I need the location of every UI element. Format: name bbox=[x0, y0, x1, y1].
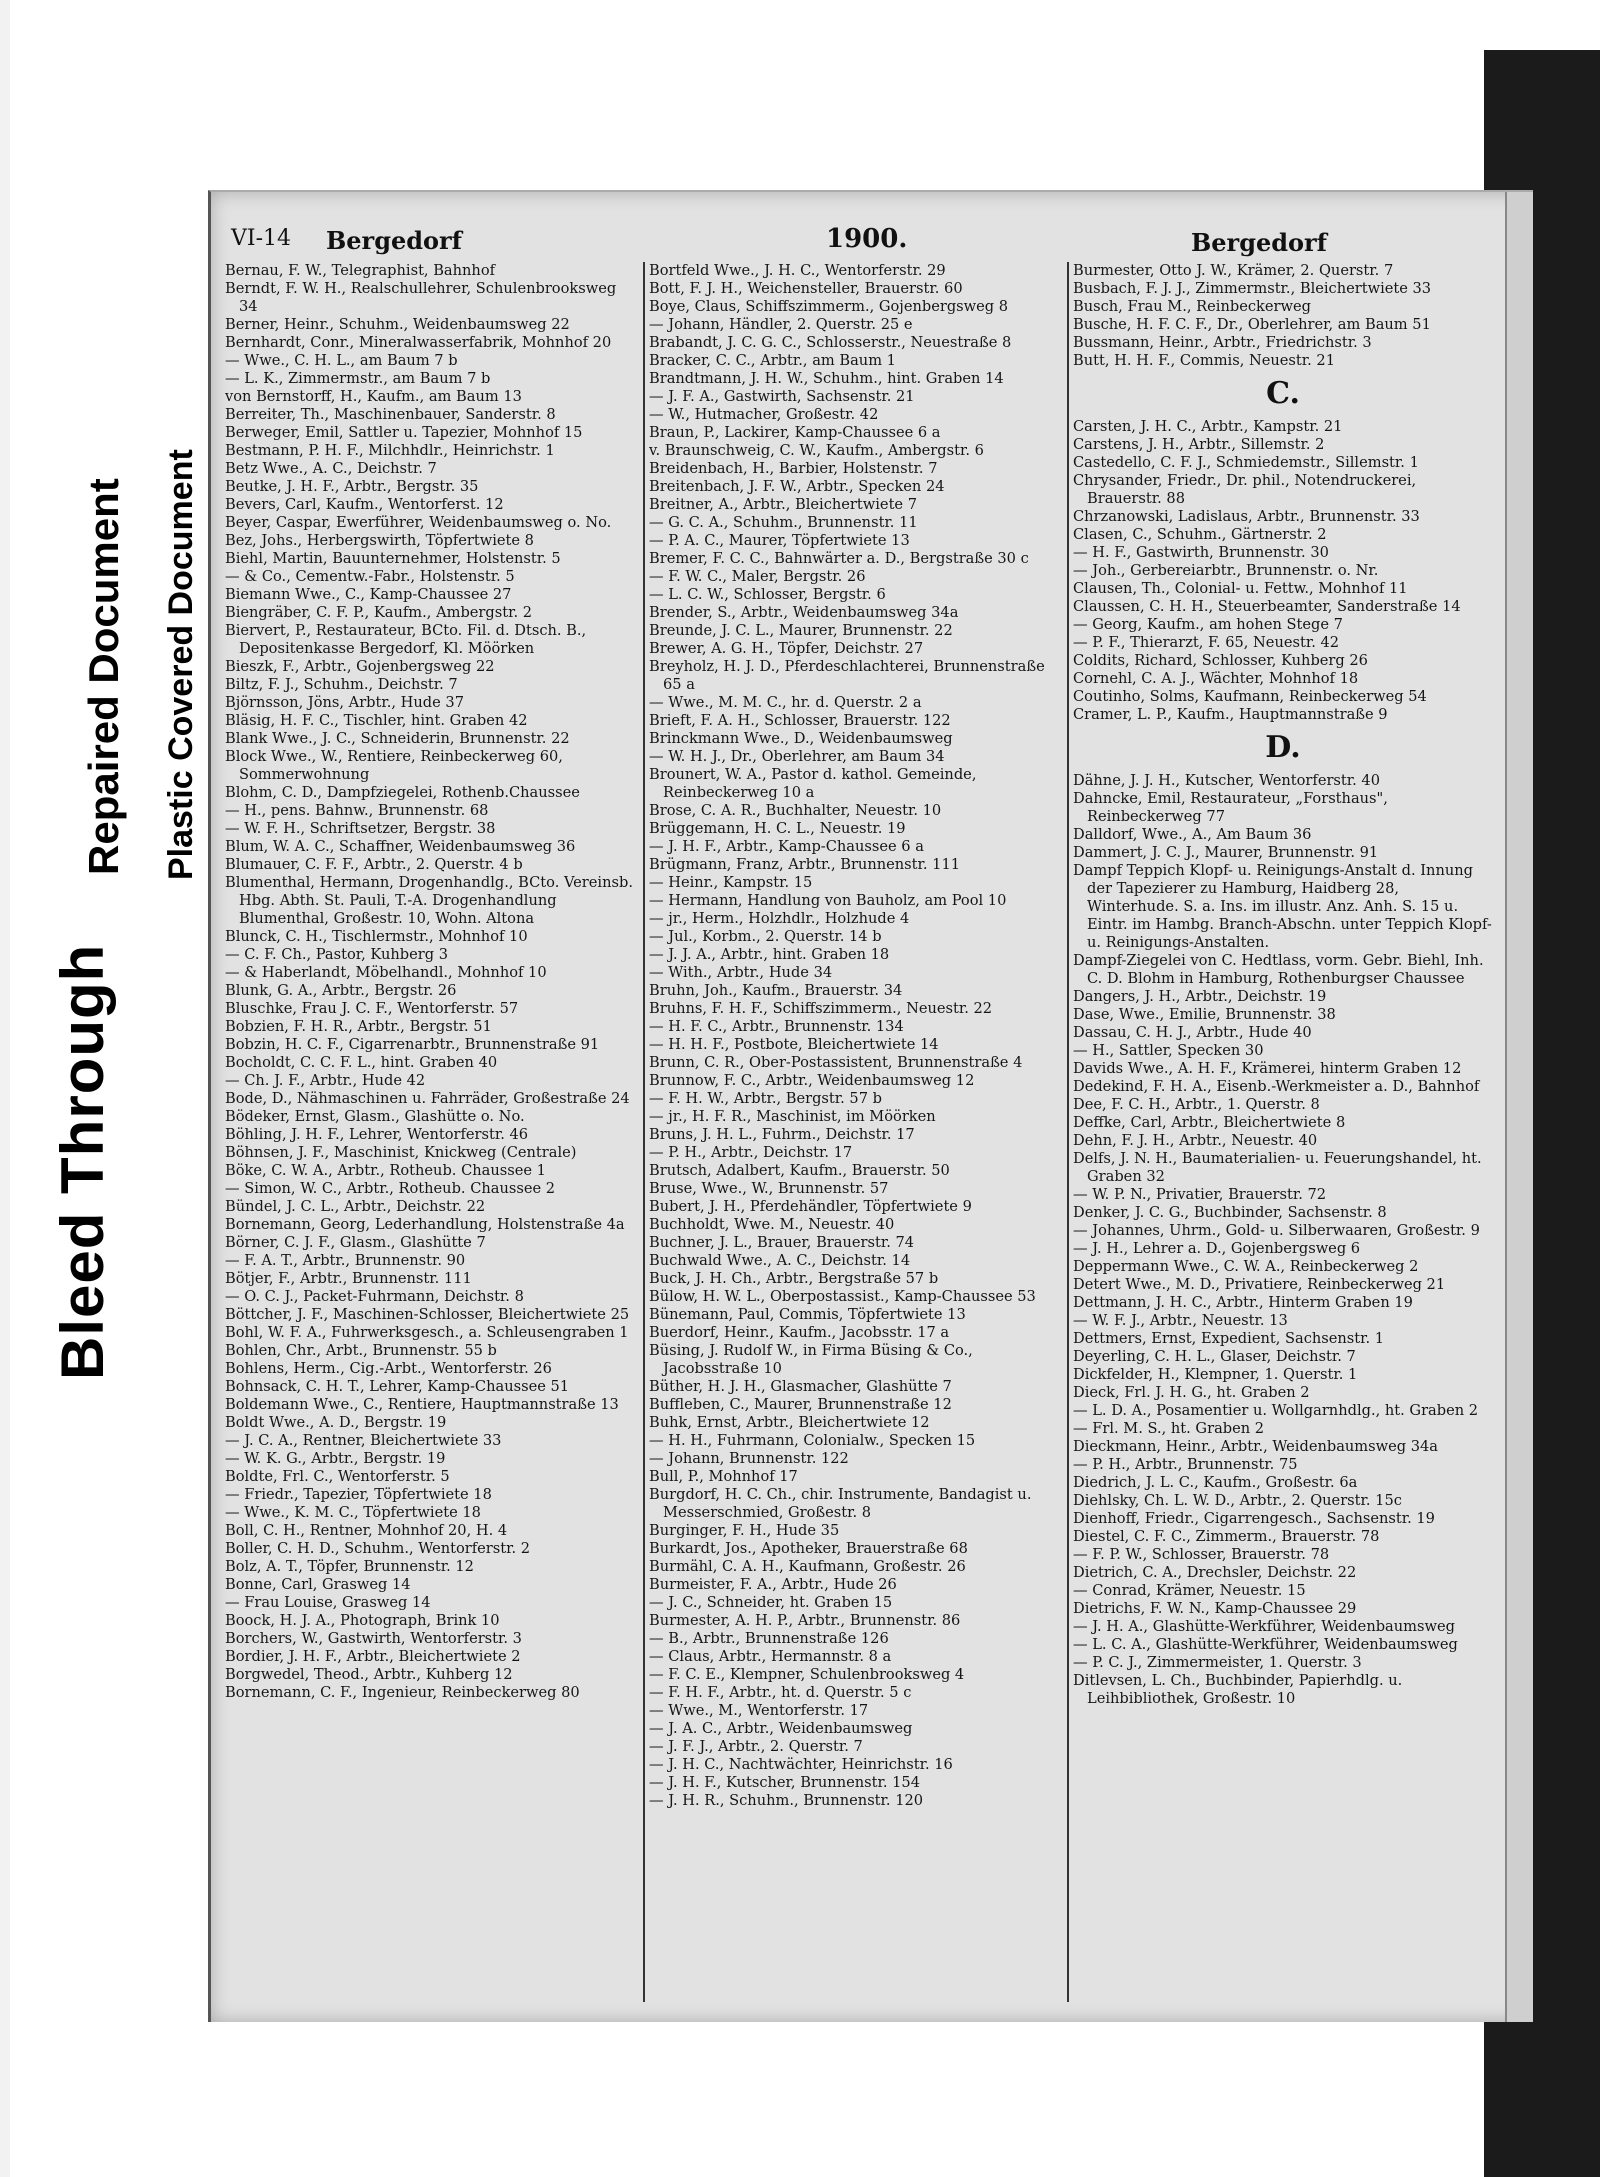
directory-entry: — J. C., Schneider, ht. Graben 15 bbox=[649, 1594, 893, 1611]
directory-entry: — J. H. R., Schuhm., Brunnenstr. 120 bbox=[649, 1792, 924, 1809]
directory-entry: Bohl, W. F. A., Fuhrwerksgesch., a. Schleusengraben 1 bbox=[225, 1324, 629, 1341]
directory-entry: Brieft, F. A. H., Schlosser, Brauerstr. 122 bbox=[649, 712, 951, 729]
directory-entry: Brunn, C. R., Ober-Postassistent, Brunnenstraße 4 bbox=[649, 1054, 1023, 1071]
directory-entry: Beutke, J. H. F., Arbtr., Bergstr. 35 bbox=[225, 478, 479, 495]
directory-entry: — Joh., Gerbereiarbtr., Brunnenstr. o. Nr. bbox=[1073, 562, 1379, 579]
directory-entry: Dampf-Ziegelei von C. Hedtlass, vorm. Gebr. Biehl, Inh. C. D. Blohm in Hamburg, Rothenburgser Chaussee bbox=[1073, 952, 1484, 987]
directory-entry: — jr., Herm., Holzhdlr., Holzhude 4 bbox=[649, 910, 910, 927]
directory-entry: — Jul., Korbm., 2. Querstr. 14 b bbox=[649, 928, 882, 945]
directory-entry: Buchholdt, Wwe. M., Neuestr. 40 bbox=[649, 1216, 895, 1233]
directory-entry: Boldemann Wwe., C., Rentiere, Hauptmannstraße 13 bbox=[225, 1396, 619, 1413]
column-2 bbox=[649, 262, 1063, 2002]
directory-entry: Burmähl, C. A. H., Kaufmann, Großestr. 26 bbox=[649, 1558, 966, 1575]
directory-entry: Bolz, A. T., Töpfer, Brunnenstr. 12 bbox=[225, 1558, 474, 1575]
directory-entry: Dettmers, Ernst, Expedient, Sachsenstr. 1 bbox=[1073, 1330, 1385, 1347]
header-left-title: Bergedorf bbox=[326, 226, 463, 255]
directory-entry: Chrzanowski, Ladislaus, Arbtr., Brunnenstr. 33 bbox=[1073, 508, 1420, 525]
column-rule bbox=[643, 262, 645, 2002]
directory-entry: Betz Wwe., A. C., Deichstr. 7 bbox=[225, 460, 437, 477]
directory-entry: — Ch. J. F., Arbtr., Hude 42 bbox=[225, 1072, 426, 1089]
directory-entry: Dahncke, Emil, Restaurateur, „Forsthaus", Reinbeckerweg 77 bbox=[1073, 790, 1388, 825]
directory-entry: Burmester, Otto J. W., Krämer, 2. Querstr. 7 bbox=[1073, 262, 1394, 279]
directory-entry: Bündel, J. C. L., Arbtr., Deichstr. 22 bbox=[225, 1198, 486, 1215]
directory-entry: Buhk, Ernst, Arbtr., Bleichertwiete 12 bbox=[649, 1414, 930, 1431]
directory-entry: Bernhardt, Conr., Mineralwasserfabrik, Mohnhof 20 bbox=[225, 334, 612, 351]
directory-entry: Boye, Claus, Schiffszimmerm., Gojenbergsweg 8 bbox=[649, 298, 1009, 315]
directory-entry: — P. H., Arbtr., Brunnenstr. 75 bbox=[1073, 1456, 1298, 1473]
page-edge bbox=[1505, 192, 1533, 2022]
directory-entry: — Heinr., Kampstr. 15 bbox=[649, 874, 813, 891]
directory-entry: — Georg, Kaufm., am hohen Stege 7 bbox=[1073, 616, 1343, 633]
directory-entry: — W. F. J., Arbtr., Neuestr. 13 bbox=[1073, 1312, 1288, 1329]
directory-entry: v. Braunschweig, C. W., Kaufm., Ambergstr. 6 bbox=[649, 442, 984, 459]
directory-entry: — H., pens. Bahnw., Brunnenstr. 68 bbox=[225, 802, 489, 819]
page-fold-shadow bbox=[0, 0, 10, 2177]
directory-entry: Ditlevsen, L. Ch., Buchbinder, Papierhdlg. u. Leihbibliothek, Großestr. 10 bbox=[1073, 1672, 1403, 1707]
directory-entry: — J. H. F., Kutscher, Brunnenstr. 154 bbox=[649, 1774, 920, 1791]
directory-entry: Dieck, Frl. J. H. G., ht. Graben 2 bbox=[1073, 1384, 1310, 1401]
directory-entry: — F. H. W., Arbtr., Bergstr. 57 b bbox=[649, 1090, 882, 1107]
directory-entry: — F. A. T., Arbtr., Brunnenstr. 90 bbox=[225, 1252, 466, 1269]
directory-entry: Böke, C. W. A., Arbtr., Rotheub. Chaussee 1 bbox=[225, 1162, 546, 1179]
directory-entry: Borchers, W., Gastwirth, Wentorferstr. 3 bbox=[225, 1630, 522, 1647]
directory-entry: Brounert, W. A., Pastor d. kathol. Gemeinde, Reinbeckerweg 10 a bbox=[649, 766, 977, 801]
directory-entry: Detert Wwe., M. D., Privatiere, Reinbeckerweg 21 bbox=[1073, 1276, 1446, 1293]
directory-entry: Brose, C. A. R., Buchhalter, Neuestr. 10 bbox=[649, 802, 942, 819]
directory-entry: Bordier, J. H. F., Arbtr., Bleichertwiete 2 bbox=[225, 1648, 521, 1665]
directory-entry: Clausen, Th., Colonial- u. Fettw., Mohnhof 11 bbox=[1073, 580, 1408, 597]
section-letter: C. bbox=[1266, 376, 1300, 411]
directory-entry: Boll, C. H., Rentner, Mohnhof 20, H. 4 bbox=[225, 1522, 508, 1539]
directory-entry: Dettmann, J. H. C., Arbtr., Hinterm Graben 19 bbox=[1073, 1294, 1413, 1311]
directory-entry: Burmeister, F. A., Arbtr., Hude 26 bbox=[649, 1576, 897, 1593]
column-3 bbox=[1073, 262, 1493, 2002]
bleed-through-label: Bleed Through bbox=[49, 943, 116, 1380]
directory-entry: Breidenbach, H., Barbier, Holstenstr. 7 bbox=[649, 460, 938, 477]
directory-entry: Biengräber, C. F. P., Kaufm., Ambergstr. 2 bbox=[225, 604, 533, 621]
directory-entry: Berreiter, Th., Maschinenbauer, Sanderstr. 8 bbox=[225, 406, 556, 423]
directory-entry: Denker, J. C. G., Buchbinder, Sachsenstr. 8 bbox=[1073, 1204, 1387, 1221]
directory-entry: — G. C. A., Schuhm., Brunnenstr. 11 bbox=[649, 514, 918, 531]
directory-entry: Bernau, F. W., Telegraphist, Bahnhof bbox=[225, 262, 496, 279]
directory-entry: Block Wwe., W., Rentiere, Reinbeckerweg 60, Sommerwohnung bbox=[225, 748, 563, 783]
directory-entry: Bode, D., Nähmaschinen u. Fahrräder, Großestraße 24 bbox=[225, 1090, 630, 1107]
directory-entry: Breyholz, H. J. D., Pferdeschlachterei, Brunnenstraße 65 a bbox=[649, 658, 1045, 693]
directory-entry: Brewer, A. G. H., Töpfer, Deichstr. 27 bbox=[649, 640, 924, 657]
directory-entry: Bruhns, F. H. F., Schiffszimmerm., Neuestr. 22 bbox=[649, 1000, 993, 1017]
directory-entry: Bruse, Wwe., W., Brunnenstr. 57 bbox=[649, 1180, 889, 1197]
directory-entry: Bohnsack, C. H. T., Lehrer, Kamp-Chaussee 51 bbox=[225, 1378, 570, 1395]
directory-entry: Büsing, J. Rudolf W., in Firma Büsing & Co., Jacobsstraße 10 bbox=[649, 1342, 973, 1377]
directory-entry: Bocholdt, C. C. F. L., hint. Graben 40 bbox=[225, 1054, 498, 1071]
directory-entry: Dampf Teppich Klopf- u. Reinigungs-Anstalt d. Innung der Tapezierer zu Hamburg, Haidberg 28, Winterhude. S. a. Ins. im illustr. Anz. Anh. S. 15 u. Eintr. im Hambg. Branch-Abschn. unter Teppich Klopf- u. Reinigungs-Anstalten. bbox=[1073, 862, 1492, 951]
directory-entry: Brandtmann, J. H. W., Schuhm., hint. Graben 14 bbox=[649, 370, 1004, 387]
header-year: 1900. bbox=[826, 224, 908, 254]
directory-entry: — J. A. C., Arbtr., Weidenbaumsweg bbox=[649, 1720, 913, 1737]
directory-entry: Bornemann, C. F., Ingenieur, Reinbeckerweg 80 bbox=[225, 1684, 580, 1701]
directory-entry: Brender, S., Arbtr., Weidenbaumsweg 34a bbox=[649, 604, 959, 621]
directory-entry: Dangers, J. H., Arbtr., Deichstr. 19 bbox=[1073, 988, 1327, 1005]
directory-entry: — J. F. J., Arbtr., 2. Querstr. 7 bbox=[649, 1738, 863, 1755]
directory-entry: — H. H. F., Postbote, Bleichertwiete 14 bbox=[649, 1036, 939, 1053]
directory-entry: Blunck, C. H., Tischlermstr., Mohnhof 10 bbox=[225, 928, 528, 945]
directory-entry: Blohm, C. D., Dampfziegelei, Rothenb.Chaussee bbox=[225, 784, 580, 801]
directory-entry: Bruns, J. H. L., Fuhrm., Deichstr. 17 bbox=[649, 1126, 915, 1143]
directory-entry: Dalldorf, Wwe., A., Am Baum 36 bbox=[1073, 826, 1312, 843]
directory-entry: Diedrich, J. L. C., Kaufm., Großestr. 6a bbox=[1073, 1474, 1358, 1491]
directory-entry: — J. H. F., Arbtr., Kamp-Chaussee 6 a bbox=[649, 838, 924, 855]
directory-entry: Bestmann, P. H. F., Milchhdlr., Heinrichstr. 1 bbox=[225, 442, 555, 459]
directory-entry: Bohlens, Herm., Cig.-Arbt., Wentorferstr. 26 bbox=[225, 1360, 552, 1377]
directory-entry: Buchner, J. L., Brauer, Brauerstr. 74 bbox=[649, 1234, 915, 1251]
directory-entry: — L. C. A., Glashütte-Werkführer, Weidenbaumsweg bbox=[1073, 1636, 1458, 1653]
directory-entry: Blum, W. A. C., Schaffner, Weidenbaumsweg 36 bbox=[225, 838, 576, 855]
directory-entry: Delfs, J. N. H., Baumaterialien- u. Feuerungshandel, ht. Graben 32 bbox=[1073, 1150, 1482, 1185]
directory-entry: — C. F. Ch., Pastor, Kuhberg 3 bbox=[225, 946, 449, 963]
directory-entry: Brunnow, F. C., Arbtr., Weidenbaumsweg 12 bbox=[649, 1072, 975, 1089]
directory-entry: Coldits, Richard, Schlosser, Kuhberg 26 bbox=[1073, 652, 1368, 669]
directory-entry: Björnsson, Jöns, Arbtr., Hude 37 bbox=[225, 694, 464, 711]
directory-entry: — L. D. A., Posamentier u. Wollgarnhdlg., ht. Graben 2 bbox=[1073, 1402, 1479, 1419]
directory-entry: Buck, J. H. Ch., Arbtr., Bergstraße 57 b bbox=[649, 1270, 939, 1287]
directory-entry: — Wwe., M. M. C., hr. d. Querstr. 2 a bbox=[649, 694, 922, 711]
directory-entry: Deffke, Carl, Arbtr., Bleichertwiete 8 bbox=[1073, 1114, 1346, 1131]
directory-entry: Dieckmann, Heinr., Arbtr., Weidenbaumsweg 34a bbox=[1073, 1438, 1439, 1455]
directory-entry: Bötjer, F., Arbtr., Brunnenstr. 111 bbox=[225, 1270, 472, 1287]
directory-entry: Busbach, F. J. J., Zimmermstr., Bleichertwiete 33 bbox=[1073, 280, 1432, 297]
page-number: VI-14 bbox=[231, 226, 292, 251]
directory-entry: — Frl. M. S., ht. Graben 2 bbox=[1073, 1420, 1265, 1437]
directory-entry: — H., Sattler, Specken 30 bbox=[1073, 1042, 1264, 1059]
directory-entry: Brutsch, Adalbert, Kaufm., Brauerstr. 50 bbox=[649, 1162, 950, 1179]
directory-entry: Berndt, F. W. H., Realschullehrer, Schulenbrooksweg 34 bbox=[225, 280, 617, 315]
directory-entry: Braun, P., Lackirer, Kamp-Chaussee 6 a bbox=[649, 424, 941, 441]
directory-entry: Bull, P., Mohnhof 17 bbox=[649, 1468, 798, 1485]
directory-entry: Burmester, A. H. P., Arbtr., Brunnenstr. 86 bbox=[649, 1612, 961, 1629]
directory-entry: Dee, F. C. H., Arbtr., 1. Querstr. 8 bbox=[1073, 1096, 1320, 1113]
directory-entry: Dedekind, F. H. A., Eisenb.-Werkmeister a. D., Bahnhof bbox=[1073, 1078, 1480, 1095]
directory-entry: Butt, H. H. F., Commis, Neuestr. 21 bbox=[1073, 352, 1335, 369]
directory-entry: — & Co., Cementw.-Fabr., Holstenstr. 5 bbox=[225, 568, 515, 585]
directory-entry: — Claus, Arbtr., Hermannstr. 8 a bbox=[649, 1648, 892, 1665]
directory-entry: — Simon, W. C., Arbtr., Rotheub. Chaussee 2 bbox=[225, 1180, 556, 1197]
directory-entry: Buffleben, C., Maurer, Brunnenstraße 12 bbox=[649, 1396, 952, 1413]
directory-entry: Boller, C. H. D., Schuhm., Wentorferstr. 2 bbox=[225, 1540, 531, 1557]
directory-entry: Dammert, J. C. J., Maurer, Brunnenstr. 91 bbox=[1073, 844, 1379, 861]
directory-entry: — W. K. G., Arbtr., Bergstr. 19 bbox=[225, 1450, 446, 1467]
directory-entry: — P. C. J., Zimmermeister, 1. Querstr. 3 bbox=[1073, 1654, 1362, 1671]
directory-entry: Bohlen, Chr., Arbt., Brunnenstr. 55 b bbox=[225, 1342, 497, 1359]
directory-entry: — J. J. A., Arbtr., hint. Graben 18 bbox=[649, 946, 890, 963]
directory-entry: — J. F. A., Gastwirth, Sachsenstr. 21 bbox=[649, 388, 915, 405]
directory-entry: — & Haberlandt, Möbelhandl., Mohnhof 10 bbox=[225, 964, 547, 981]
directory-entry: — F. H. F., Arbtr., ht. d. Querstr. 5 c bbox=[649, 1684, 912, 1701]
directory-entry: Busch, Frau M., Reinbeckerweg bbox=[1073, 298, 1311, 315]
directory-entry: — Wwe., M., Wentorferstr. 17 bbox=[649, 1702, 869, 1719]
directory-entry: Claussen, C. H. H., Steuerbeamter, Sanderstraße 14 bbox=[1073, 598, 1461, 615]
directory-entry: Blumauer, C. F. F., Arbtr., 2. Querstr. 4 b bbox=[225, 856, 523, 873]
directory-entry: Börner, C. J. F., Glasm., Glashütte 7 bbox=[225, 1234, 486, 1251]
directory-entry: Bremer, F. C. C., Bahnwärter a. D., Bergstraße 30 c bbox=[649, 550, 1029, 567]
directory-entry: — B., Arbtr., Brunnenstraße 126 bbox=[649, 1630, 889, 1647]
directory-entry: — J. H., Lehrer a. D., Gojenbergsweg 6 bbox=[1073, 1240, 1361, 1257]
directory-entry: Berner, Heinr., Schuhm., Weidenbaumsweg 22 bbox=[225, 316, 570, 333]
directory-entry: Bussmann, Heinr., Arbtr., Friedrichstr. 3 bbox=[1073, 334, 1372, 351]
directory-entry: Blank Wwe., J. C., Schneiderin, Brunnenstr. 22 bbox=[225, 730, 570, 747]
directory-entry: — H. H., Fuhrmann, Colonialw., Specken 15 bbox=[649, 1432, 976, 1449]
directory-entry: von Bernstorff, H., Kaufm., am Baum 13 bbox=[225, 388, 522, 405]
directory-entry: — O. C. J., Packet-Fuhrmann, Deichstr. 8 bbox=[225, 1288, 524, 1305]
directory-entry: — J. C. A., Rentner, Bleichertwiete 33 bbox=[225, 1432, 502, 1449]
directory-entry: — W. F. H., Schriftsetzer, Bergstr. 38 bbox=[225, 820, 496, 837]
directory-entry: Bläsig, H. F. C., Tischler, hint. Graben 42 bbox=[225, 712, 528, 729]
directory-entry: Berweger, Emil, Sattler u. Tapezier, Mohnhof 15 bbox=[225, 424, 583, 441]
directory-entry: Dassau, C. H. J., Arbtr., Hude 40 bbox=[1073, 1024, 1312, 1041]
directory-entry: — H. F. C., Arbtr., Brunnenstr. 134 bbox=[649, 1018, 904, 1035]
directory-entry: Dähne, J. J. H., Kutscher, Wentorferstr. 40 bbox=[1073, 772, 1381, 789]
directory-entry: — Hermann, Handlung von Bauholz, am Pool 10 bbox=[649, 892, 1007, 909]
directory-entry: — Frau Louise, Grasweg 14 bbox=[225, 1594, 431, 1611]
directory-entry: Brinckmann Wwe., D., Weidenbaumsweg bbox=[649, 730, 953, 747]
directory-entry: Carstens, J. H., Arbtr., Sillemstr. 2 bbox=[1073, 436, 1325, 453]
directory-entry: Bieszk, F., Arbtr., Gojenbergsweg 22 bbox=[225, 658, 495, 675]
directory-entry: — P. A. C., Maurer, Töpfertwiete 13 bbox=[649, 532, 910, 549]
directory-entry: Bortfeld Wwe., J. H. C., Wentorferstr. 29 bbox=[649, 262, 946, 279]
directory-entry: — P. H., Arbtr., Deichstr. 17 bbox=[649, 1144, 853, 1161]
directory-entry: Bobzien, F. H. R., Arbtr., Bergstr. 51 bbox=[225, 1018, 492, 1035]
directory-entry: — W. P. N., Privatier, Brauerstr. 72 bbox=[1073, 1186, 1327, 1203]
column-rule bbox=[1067, 262, 1069, 2002]
directory-entry: — W. H. J., Dr., Oberlehrer, am Baum 34 bbox=[649, 748, 945, 765]
directory-entry: — H. F., Gastwirth, Brunnenstr. 30 bbox=[1073, 544, 1329, 561]
directory-entry: Boldte, Frl. C., Wentorferstr. 5 bbox=[225, 1468, 450, 1485]
directory-entry: — F. W. C., Maler, Bergstr. 26 bbox=[649, 568, 866, 585]
directory-entry: Dienhoff, Friedr., Cigarrengesch., Sachsenstr. 19 bbox=[1073, 1510, 1435, 1527]
directory-entry: Brügmann, Franz, Arbtr., Brunnenstr. 111 bbox=[649, 856, 961, 873]
directory-entry: — F. P. W., Schlosser, Brauerstr. 78 bbox=[1073, 1546, 1330, 1563]
directory-entry: Blumenthal, Hermann, Drogenhandlg., BCto. Vereinsb. Hbg. Abth. St. Pauli, T.-A. Drogenhandlung Blumenthal, Großestr. 10, Wohn. Altona bbox=[225, 874, 633, 927]
directory-entry: Breitner, A., Arbtr., Bleichertwiete 7 bbox=[649, 496, 917, 513]
directory-entry: — J. H. C., Nachtwächter, Heinrichstr. 16 bbox=[649, 1756, 953, 1773]
directory-entry: Blunk, G. A., Arbtr., Bergstr. 26 bbox=[225, 982, 457, 999]
directory-page bbox=[208, 190, 1533, 2022]
directory-entry: Boock, H. J. A., Photograph, Brink 10 bbox=[225, 1612, 500, 1629]
plastic-covered-label: Plastic Covered Document bbox=[162, 449, 200, 880]
directory-entry: Brüggemann, H. C. L., Neuestr. 19 bbox=[649, 820, 906, 837]
directory-entry: Buerdorf, Heinr., Kaufm., Jacobsstr. 17 a bbox=[649, 1324, 950, 1341]
directory-entry: Carsten, J. H. C., Arbtr., Kampstr. 21 bbox=[1073, 418, 1343, 435]
directory-entry: Borgwedel, Theod., Arbtr., Kuhberg 12 bbox=[225, 1666, 513, 1683]
directory-entry: Burgdorf, H. C. Ch., chir. Instrumente, Bandagist u. Messerschmied, Großestr. 8 bbox=[649, 1486, 1032, 1521]
directory-entry: Brabandt, J. C. G. C., Schlosserstr., Neuestraße 8 bbox=[649, 334, 1012, 351]
directory-entry: — P. F., Thierarzt, F. 65, Neuestr. 42 bbox=[1073, 634, 1340, 651]
directory-entry: Bluschke, Frau J. C. F., Wentorferstr. 57 bbox=[225, 1000, 519, 1017]
directory-entry: Bez, Johs., Herbergswirth, Töpfertwiete 8 bbox=[225, 532, 534, 549]
directory-entry: — Conrad, Krämer, Neuestr. 15 bbox=[1073, 1582, 1306, 1599]
directory-entry: Büther, H. J. H., Glasmacher, Glashütte 7 bbox=[649, 1378, 952, 1395]
directory-entry: Clasen, C., Schuhm., Gärtnerstr. 2 bbox=[1073, 526, 1327, 543]
directory-entry: Biltz, F. J., Schuhm., Deichstr. 7 bbox=[225, 676, 458, 693]
directory-entry: Biehl, Martin, Bauunternehmer, Holstenstr. 5 bbox=[225, 550, 561, 567]
directory-entry: Bott, F. J. H., Weichensteller, Brauerstr. 60 bbox=[649, 280, 963, 297]
side-labels bbox=[20, 380, 200, 1420]
directory-entry: Buchwald Wwe., A. C., Deichstr. 14 bbox=[649, 1252, 911, 1269]
directory-entry: — Wwe., C. H. L., am Baum 7 b bbox=[225, 352, 458, 369]
directory-entry: Burginger, F. H., Hude 35 bbox=[649, 1522, 840, 1539]
section-letter: D. bbox=[1265, 730, 1301, 765]
directory-entry: Diestel, C. F. C., Zimmerm., Brauerstr. 78 bbox=[1073, 1528, 1380, 1545]
directory-entry: — L. C. W., Schlosser, Bergstr. 6 bbox=[649, 586, 886, 603]
directory-entry: — Johann, Brunnenstr. 122 bbox=[649, 1450, 849, 1467]
directory-entry: Bülow, H. W. L., Oberpostassist., Kamp-Chaussee 53 bbox=[649, 1288, 1036, 1305]
directory-entry: Dehn, F. J. H., Arbtr., Neuestr. 40 bbox=[1073, 1132, 1318, 1149]
directory-entry: Burkardt, Jos., Apotheker, Brauerstraße 68 bbox=[649, 1540, 968, 1557]
directory-entry: Bonne, Carl, Grasweg 14 bbox=[225, 1576, 411, 1593]
directory-entry: — Johann, Händler, 2. Querstr. 25 e bbox=[649, 316, 913, 333]
directory-entry: Bornemann, Georg, Lederhandlung, Holstenstraße 4a bbox=[225, 1216, 625, 1233]
directory-entry: Davids Wwe., A. H. F., Krämerei, hinterm Graben 12 bbox=[1073, 1060, 1462, 1077]
directory-entry: Böhling, J. H. F., Lehrer, Wentorferstr. 46 bbox=[225, 1126, 529, 1143]
directory-entry: Deppermann Wwe., C. W. A., Reinbeckerweg 2 bbox=[1073, 1258, 1419, 1275]
directory-entry: — Johannes, Uhrm., Gold- u. Silberwaaren, Großestr. 9 bbox=[1073, 1222, 1480, 1239]
directory-entry: Diehlsky, Ch. L. W. D., Arbtr., 2. Querstr. 15c bbox=[1073, 1492, 1402, 1509]
directory-entry: Breunde, J. C. L., Maurer, Brunnenstr. 22 bbox=[649, 622, 953, 639]
directory-entry: Bünemann, Paul, Commis, Töpfertwiete 13 bbox=[649, 1306, 966, 1323]
directory-entry: — J. H. A., Glashütte-Werkführer, Weidenbaumsweg bbox=[1073, 1618, 1455, 1635]
directory-entry: Dietrichs, F. W. N., Kamp-Chaussee 29 bbox=[1073, 1600, 1357, 1617]
directory-entry: Cornehl, C. A. J., Wächter, Mohnhof 18 bbox=[1073, 670, 1359, 687]
directory-entry: Beyer, Caspar, Ewerführer, Weidenbaumsweg o. No. bbox=[225, 514, 612, 531]
directory-entry: Bubert, J. H., Pferdehändler, Töpfertwiete 9 bbox=[649, 1198, 972, 1215]
directory-entry: Chrysander, Friedr., Dr. phil., Notendruckerei, Brauerstr. 88 bbox=[1073, 472, 1417, 507]
repaired-document-label: Repaired Document bbox=[80, 478, 127, 875]
directory-entry: Bracker, C. C., Arbtr., am Baum 1 bbox=[649, 352, 896, 369]
directory-entry: Coutinho, Solms, Kaufmann, Reinbeckerweg 54 bbox=[1073, 688, 1427, 705]
directory-entry: — W., Hutmacher, Großestr. 42 bbox=[649, 406, 879, 423]
directory-entry: Castedello, C. F. J., Schmiedemstr., Sillemstr. 1 bbox=[1073, 454, 1419, 471]
directory-entry: Dickfelder, H., Klempner, 1. Querstr. 1 bbox=[1073, 1366, 1358, 1383]
directory-entry: — jr., H. F. R., Maschinist, im Möörken bbox=[649, 1108, 936, 1125]
header-right-title: Bergedorf bbox=[1191, 228, 1328, 257]
directory-entry: Dietrich, C. A., Drechsler, Deichstr. 22 bbox=[1073, 1564, 1357, 1581]
directory-entry: Boldt Wwe., A. D., Bergstr. 19 bbox=[225, 1414, 447, 1431]
directory-entry: Bödeker, Ernst, Glasm., Glashütte o. No. bbox=[225, 1108, 525, 1125]
directory-entry: — L. K., Zimmermstr., am Baum 7 b bbox=[225, 370, 491, 387]
column-1 bbox=[225, 262, 639, 2002]
directory-entry: — With., Arbtr., Hude 34 bbox=[649, 964, 833, 981]
directory-entry: Böttcher, J. F., Maschinen-Schlosser, Bleichertwiete 25 bbox=[225, 1306, 630, 1323]
directory-entry: Bevers, Carl, Kaufm., Wentorferst. 12 bbox=[225, 496, 504, 513]
directory-entry: Busche, H. F. C. F., Dr., Oberlehrer, am Baum 51 bbox=[1073, 316, 1431, 333]
directory-entry: Bobzin, H. C. F., Cigarrenarbtr., Brunnenstraße 91 bbox=[225, 1036, 600, 1053]
directory-entry: Böhnsen, J. F., Maschinist, Knickweg (Centrale) bbox=[225, 1144, 577, 1161]
directory-entry: — Friedr., Tapezier, Töpfertwiete 18 bbox=[225, 1486, 492, 1503]
directory-entry: Biemann Wwe., C., Kamp-Chaussee 27 bbox=[225, 586, 512, 603]
directory-entry: — F. C. E., Klempner, Schulenbrooksweg 4 bbox=[649, 1666, 965, 1683]
page-header bbox=[231, 222, 1511, 262]
directory-entry: Deyerling, C. H. L., Glaser, Deichstr. 7 bbox=[1073, 1348, 1356, 1365]
directory-entry: Biervert, P., Restaurateur, BCto. Fil. d. Dtsch. B., Depositenkasse Bergedorf, Kl. Möörken bbox=[225, 622, 587, 657]
directory-entry: Bruhn, Joh., Kaufm., Brauerstr. 34 bbox=[649, 982, 903, 999]
directory-entry: Cramer, L. P., Kaufm., Hauptmannstraße 9 bbox=[1073, 706, 1388, 723]
directory-entry: — Wwe., K. M. C., Töpfertwiete 18 bbox=[225, 1504, 481, 1521]
directory-entry: Dase, Wwe., Emilie, Brunnenstr. 38 bbox=[1073, 1006, 1336, 1023]
directory-entry: Breitenbach, J. F. W., Arbtr., Specken 24 bbox=[649, 478, 945, 495]
